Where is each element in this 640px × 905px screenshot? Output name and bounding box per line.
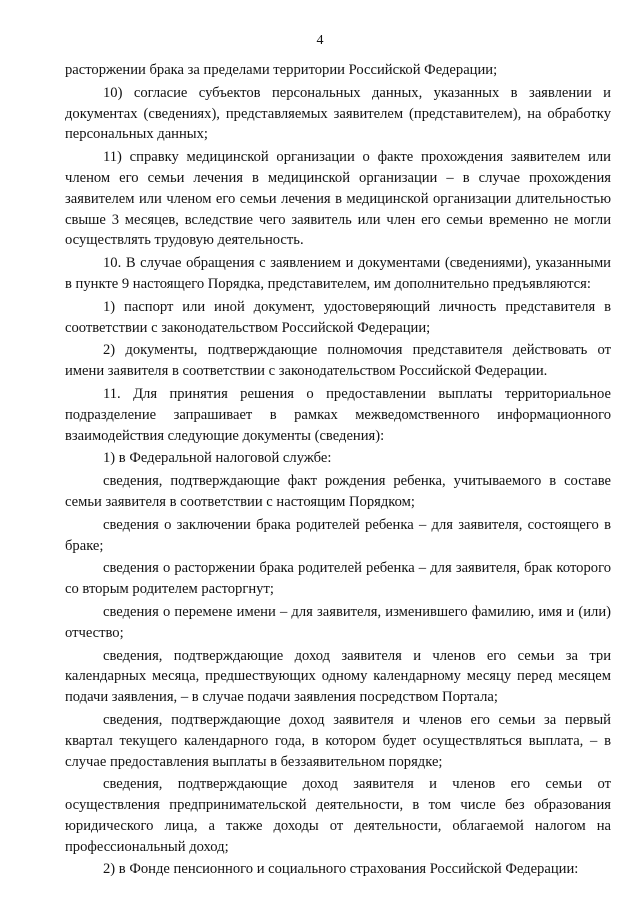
paragraph-clause-10: 10. В случае обращения с заявлением и документами (сведениями), указанными в пункте 9 настоящего Порядка, представителем, им дополнительно предъявляются: [65, 255, 611, 292]
paragraph-item-10-consent: 10) согласие субъектов персональных данных, указанных в заявлении и документах (сведениях), представляемых заявителем (представителем), на обработку персональных данных; [65, 84, 611, 143]
paragraph-item-11-medical-certificate: 11) справку медицинской организации о факте прохождения заявителем или членом его семьи лечения в медицинской организации – в случае прохождения заявителем или членом его семьи лечения в медицинской организации длительностью свыше 3 месяцев, вследствие чего заявитель или член его семьи временно не могли осуществлять трудовую деятельность. [65, 149, 611, 249]
paragraph-birth-info: сведения, подтверждающие факт рождения ребенка, учитываемого в составе семьи заявителя в соответствии с настоящим Порядком; [65, 473, 611, 510]
paragraph-name-change-info: сведения о перемене имени – для заявителя, изменившего фамилию, имя и (или) отчество; [65, 603, 611, 641]
paragraph-clause-11: 11. Для принятия решения о предоставлении выплаты территориальное подразделение запрашивает в рамках межведомственного информационного взаимодействия следующие документы (сведения): [65, 385, 611, 444]
paragraph-divorce-info: сведения о расторжении брака родителей ребенка – для заявителя, брак которого со вторым родителем расторгнут; [65, 560, 611, 598]
paragraph-income-portal: сведения, подтверждающие доход заявителя и членов его семьи за три календарных месяца, предшествующих одному календарному месяцу перед месяцем подачи заявления, – в случае подачи заявления посредством Портала; [65, 647, 611, 706]
paragraph-clause-10-item-2: 2) документы, подтверждающие полномочия представителя действовать от имени заявителя в соответствии с законодательством Российской Федерации. [65, 342, 611, 380]
paragraph-income-first-quarter: сведения, подтверждающие доход заявителя и членов его семьи за первый квартал текущего календарного года, в котором будет осуществляться выплата, – в случае предоставления выплаты в беззаявительном порядке; [65, 711, 611, 770]
paragraph-clause-11-item-2: 2) в Фонде пенсионного и социального страхования Российской Федерации: [103, 861, 579, 878]
document-body [65, 60, 611, 882]
paragraph-clause-11-item-1: 1) в Федеральной налоговой службе: [103, 450, 332, 467]
paragraph-continuation: расторжении брака за пределами территории Российской Федерации; [65, 62, 498, 78]
paragraph-marriage-info: сведения о заключении брака родителей ребенка – для заявителя, состоящего в браке; [65, 516, 611, 554]
page-number: 4 [316, 33, 324, 48]
paragraph-clause-10-item-1: 1) паспорт или иной документ, удостоверяющий личность представителя в соответствии с законодательством Российской Федерации; [65, 298, 611, 336]
paragraph-income-business: сведения, подтверждающие доход заявителя и членов его семьи от осуществления предпринимательской деятельности, в том числе без образования юридического лица, а также доходы от деятельности, облагаемой налогом на профессиональный доход; [65, 776, 611, 855]
